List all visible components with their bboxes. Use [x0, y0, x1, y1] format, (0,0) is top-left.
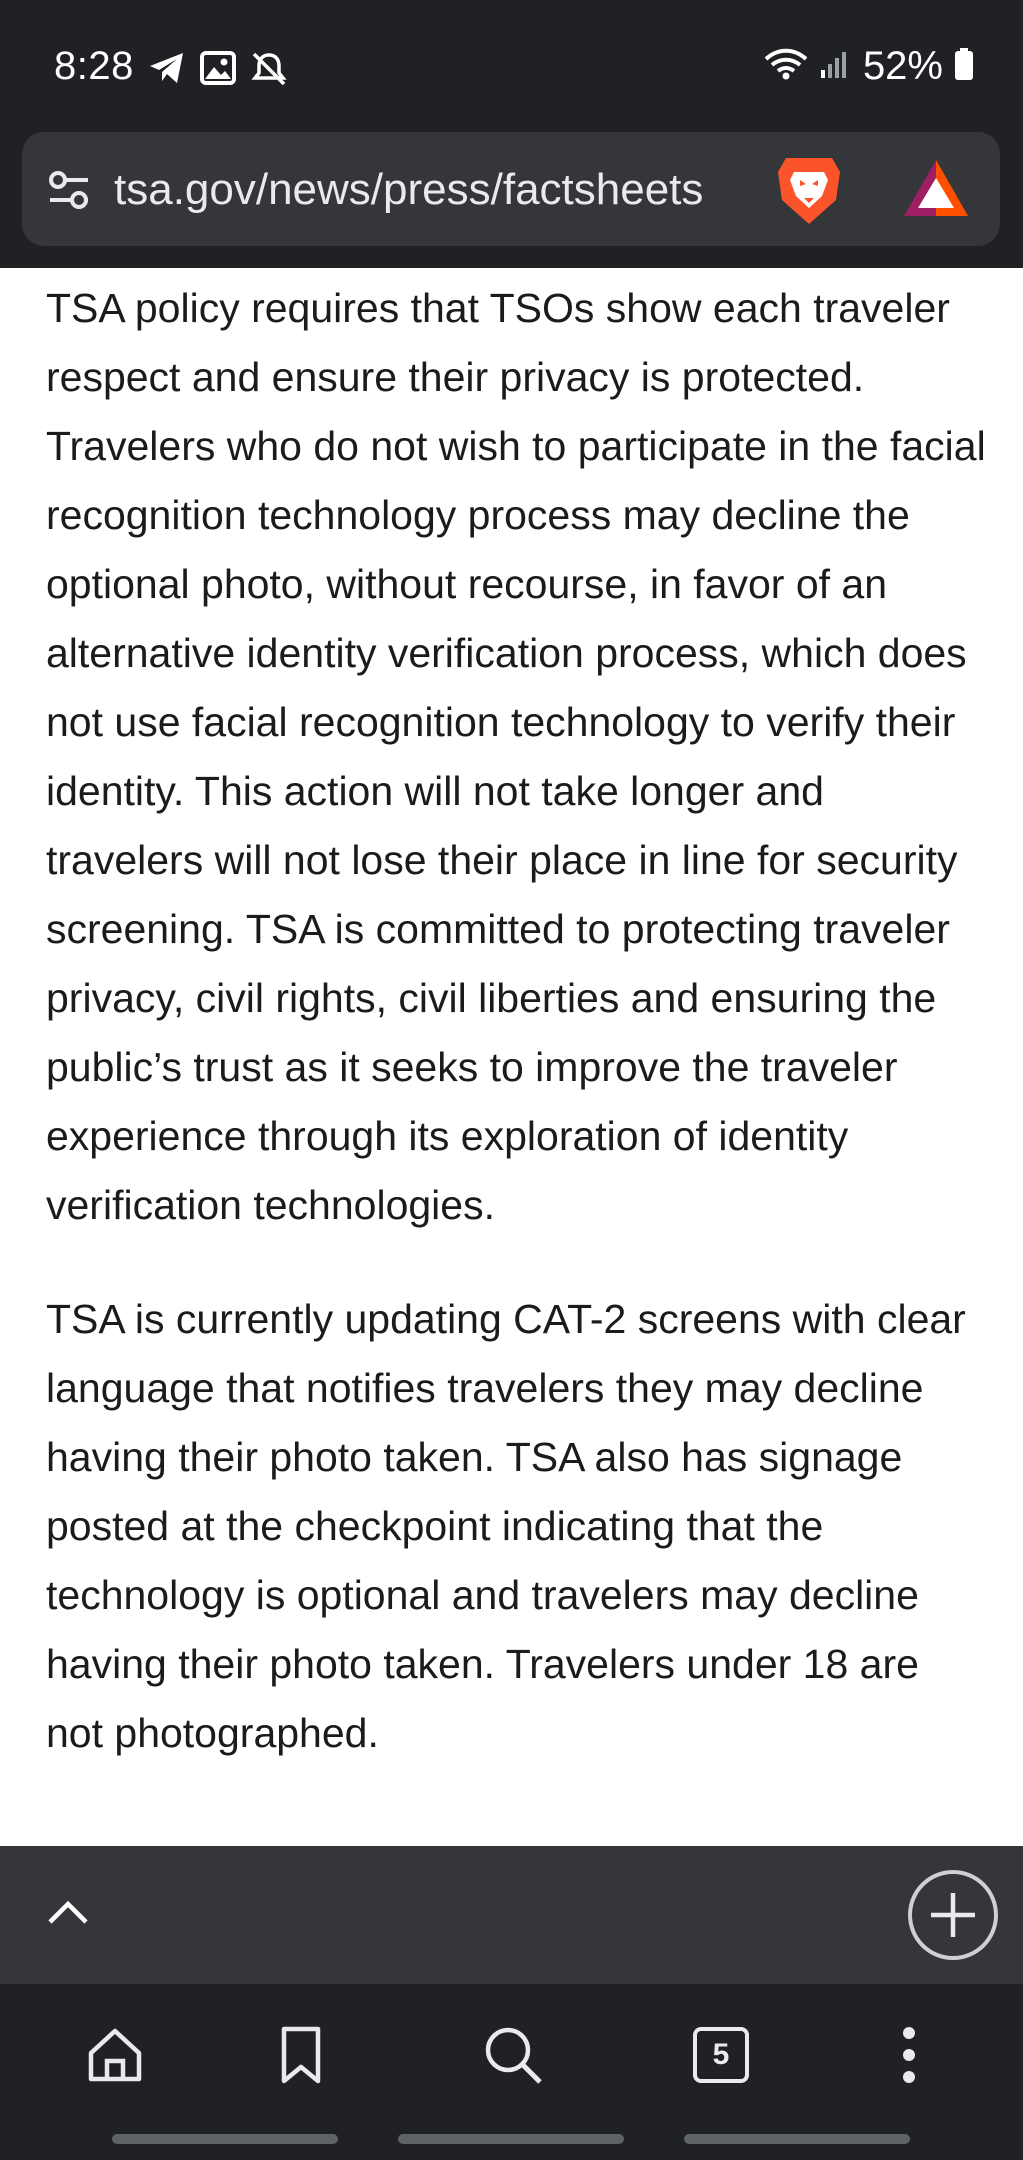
image-icon: [200, 50, 236, 91]
chevron-up-icon[interactable]: [46, 1892, 90, 1941]
article-paragraph: TSA is currently updating CAT-2 screens with clear language that notifies travelers they may decline having their photo taken. TSA also has signage posted at the checkpoint indicating that the technology is optional and travelers may decline having their photo taken. Travelers under 18 are not photographed.: [46, 1296, 966, 1756]
plus-icon: [928, 1890, 978, 1940]
tabs-button[interactable]: [686, 2020, 756, 2090]
browser-toolbar: [0, 132, 1023, 268]
telegram-icon: [148, 50, 186, 91]
gesture-bar: [398, 2134, 624, 2144]
bookmarks-button[interactable]: [266, 2020, 336, 2090]
wifi-icon: [763, 47, 809, 86]
brave-lion-icon[interactable]: [774, 154, 844, 231]
bottom-navigation: [0, 1984, 1023, 2160]
notification-icons: [148, 50, 288, 91]
bookmark-icon: [276, 2025, 326, 2085]
system-icons: [763, 44, 975, 88]
bottom-toolbar: [0, 1846, 1023, 1984]
search-button[interactable]: [478, 2020, 548, 2090]
home-icon: [85, 2025, 145, 2085]
signal-icon: [819, 48, 853, 85]
gesture-bar: [684, 2134, 910, 2144]
status-bar: [0, 0, 1023, 132]
alarm-off-icon: [250, 50, 288, 91]
more-icon: [899, 2025, 919, 2085]
url-text[interactable]: tsa.gov/news/press/factsheets: [114, 165, 704, 214]
address-bar[interactable]: [22, 132, 1000, 246]
bat-rewards-icon[interactable]: [900, 156, 972, 225]
battery-icon: [953, 47, 975, 86]
battery-percent: 52%: [862, 44, 943, 88]
new-tab-button[interactable]: [908, 1870, 998, 1960]
more-button[interactable]: [874, 2020, 944, 2090]
article-paragraph: TSA policy requires that TSOs show each traveler respect and ensure their privacy is protected. Travelers who do not wish to participate in the facial recognition technology process may decline the optional photo, without recourse, in favor of an alternative identity verification process, which does not use facial recognition technology to verify their identity. This action will not take longer and travelers will not lose their place in line for security screening. TSA is committed to protecting traveler privacy, civil rights, civil liberties and ensuring the public’s trust as it seeks to improve the traveler experience through its exploration of identity verification technologies.: [46, 285, 986, 1228]
tabs-icon: 5: [693, 2027, 749, 2083]
status-time: 8:28: [54, 44, 134, 88]
home-button[interactable]: [80, 2020, 150, 2090]
gesture-bar: [112, 2134, 338, 2144]
site-settings-icon[interactable]: [46, 168, 92, 217]
article-body: [46, 274, 986, 1768]
search-icon: [482, 2024, 544, 2086]
